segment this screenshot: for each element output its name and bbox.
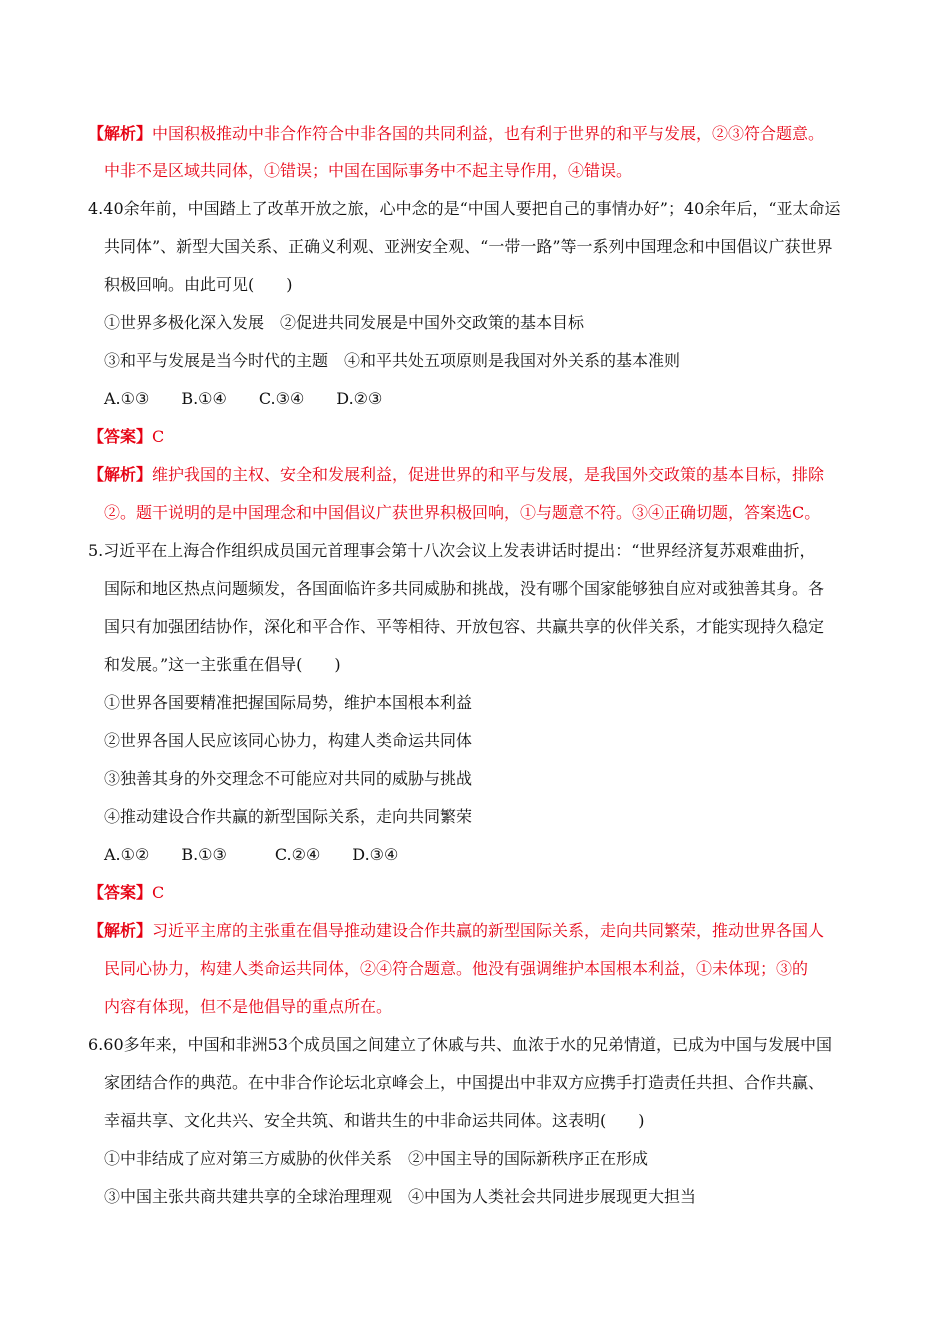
question-4-choices: A.①③ B.①④ C.③④ D.②③ [104,389,383,408]
answer-tag: 【答案】 [88,883,153,902]
question-6-stem-line1: 6.60多年来，中国和非洲53个成员国之间建立了休戚与共、血浓于水的兄弟情道，已成为中国与发展中国 [88,1035,832,1054]
question-5-option-3: ③独善其身的外交理念不可能应对共同的威胁与挑战 [104,769,473,788]
answer-q5 [88,882,164,904]
analysis-tag: 【解析】 [88,465,153,484]
analysis-tag: 【解析】 [88,124,153,143]
question-4-stem-line1: 4.40余年前，中国踏上了改革开放之旅，心中念的是“中国人要把自己的事情办好”；40余年后，“亚太命运 [88,199,841,218]
analysis-q3-line1 [88,123,824,145]
question-6-options-line2: ③中国主张共商共建共享的全球治理理观 ④中国为人类社会共同进步展现更大担当 [104,1187,697,1206]
question-5-stem-line4: 和发展。”这一主张重在倡导( ) [104,655,341,674]
analysis-q4-line2: ②。题干说明的是中国理念和中国倡议广获世界积极回响，①与题意不符。③④正确切题，答案选C。 [104,503,821,522]
question-4-stem-line3: 积极回响。由此可见( ) [104,275,293,294]
question-5-option-2: ②世界各国人民应该同心协力，构建人类命运共同体 [104,731,473,750]
analysis-text: 习近平主席的主张重在倡导推动建设合作共赢的新型国际关系，走向共同繁荣，推动世界各国人 [152,921,825,940]
question-5-stem-line1: 5.习近平在上海合作组织成员国元首理事会第十八次会议上发表讲话时提出：“世界经济复苏艰难曲折， [88,541,816,560]
question-5-choices: A.①② B.①③ C.②④ D.③④ [104,845,399,864]
answer-tag: 【答案】 [88,427,153,446]
question-6-options-line1: ①中非结成了应对第三方威胁的伙伴关系 ②中国主导的国际新秩序正在形成 [104,1149,649,1168]
question-4-stem-line2: 共同体”、新型大国关系、正确义利观、亚洲安全观、“一带一路”等一系列中国理念和中国倡议广获世界 [104,237,833,256]
analysis-q5-line2: 民同心协力，构建人类命运共同体，②④符合题意。他没有强调维护本国根本利益，①未体现；③的 [104,959,809,978]
analysis-q3-line2: 中非不是区域共同体，①错误；中国在国际事务中不起主导作用，④错误。 [104,161,633,180]
answer-value: C [152,883,165,902]
question-5-option-1: ①世界各国要精准把握国际局势，维护本国根本利益 [104,693,473,712]
answer-value: C [152,427,165,446]
question-4-options-line1: ①世界多极化深入发展 ②促进共同发展是中国外交政策的基本目标 [104,313,585,332]
answer-q4 [88,426,164,448]
analysis-q5-line1 [88,920,824,942]
analysis-text: 维护我国的主权、安全和发展利益，促进世界的和平与发展，是我国外交政策的基本目标，排除 [152,465,825,484]
analysis-q4-line1 [88,464,824,486]
analysis-tag: 【解析】 [88,921,153,940]
question-5-stem-line3: 国只有加强团结协作，深化和平合作、平等相待、开放包容、共赢共享的伙伴关系，才能实现持久稳定 [104,617,825,636]
analysis-text: 中国积极推动中非合作符合中非各国的共同利益，也有利于世界的和平与发展，②③符合题意。 [152,124,825,143]
analysis-q5-line3: 内容有体现，但不是他倡导的重点所在。 [104,997,393,1016]
question-6-stem-line2: 家团结合作的典范。在中非合作论坛北京峰会上，中国提出中非双方应携手打造责任共担、合作共赢、 [104,1073,825,1092]
question-6-stem-line3: 幸福共享、文化共兴、安全共筑、和谐共生的中非命运共同体。这表明( ) [104,1111,645,1130]
question-5-stem-line2: 国际和地区热点问题频发，各国面临许多共同威胁和挑战，没有哪个国家能够独自应对或独善其身。各 [104,579,825,598]
question-5-option-4: ④推动建设合作共赢的新型国际关系，走向共同繁荣 [104,807,473,826]
question-4-options-line2: ③和平与发展是当今时代的主题 ④和平共处五项原则是我国对外关系的基本准则 [104,351,681,370]
